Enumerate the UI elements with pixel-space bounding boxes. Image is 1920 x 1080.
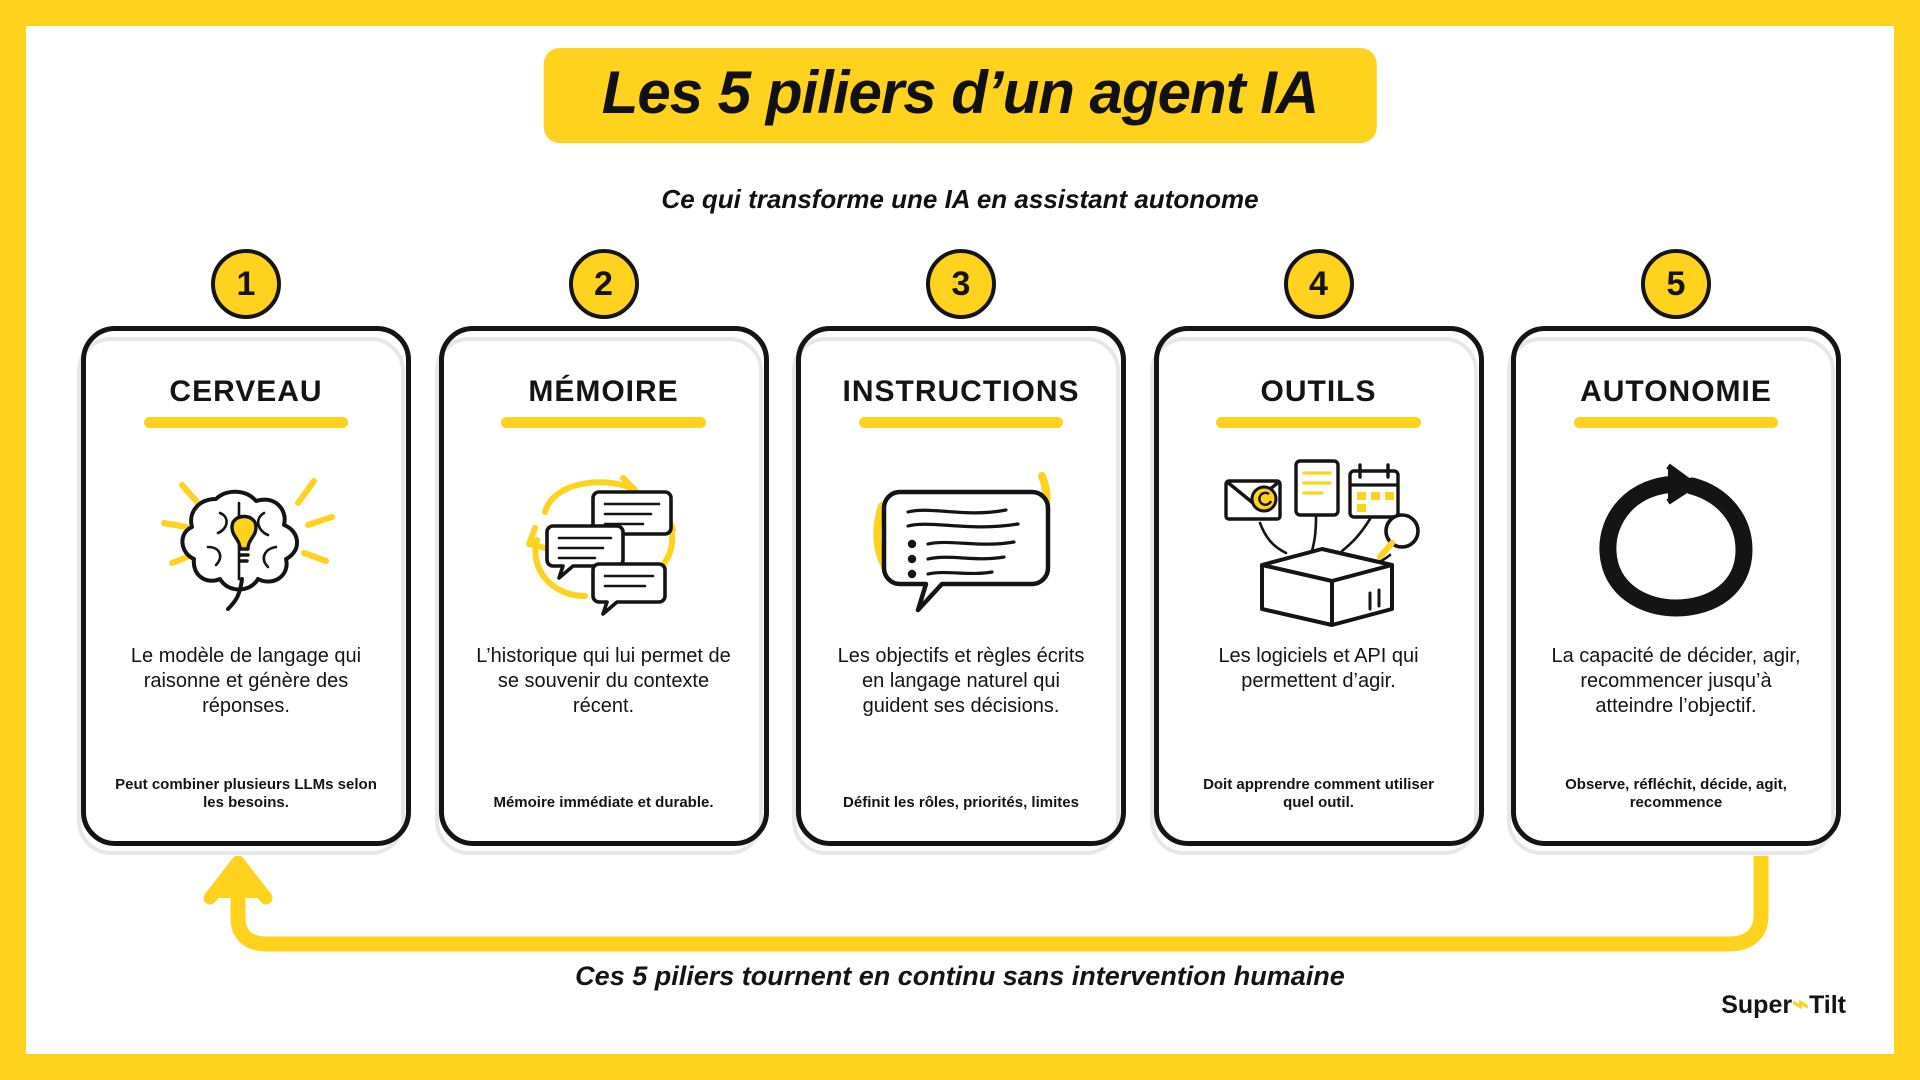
title-underline [501, 417, 705, 428]
toolbox-apps-icon [1177, 438, 1461, 638]
feedback-loop-arrow [176, 856, 1796, 976]
pillar-number-badge: 3 [926, 249, 996, 319]
calendar-icon [1350, 465, 1398, 517]
pillar-title: OUTILS [1260, 375, 1377, 408]
pillar-note: Doit apprendre comment utiliser quel outil. [1203, 775, 1434, 812]
title-underline [1216, 417, 1420, 428]
speech-bubble-lines-icon [819, 438, 1103, 638]
title-underline [144, 417, 348, 428]
pillar-note: Définit les rôles, priorités, limites [843, 794, 1079, 812]
search-icon [1380, 515, 1418, 557]
mail-icon [1226, 481, 1280, 519]
pillar-number-badge: 2 [569, 249, 639, 319]
pillar-description: Les logiciels et API qui permettent d’agir. [1218, 645, 1419, 692]
brain-lightbulb-icon [104, 438, 388, 638]
pillar-card-autonomie[interactable] [1511, 265, 1841, 846]
pillar-title: CERVEAU [169, 375, 323, 408]
page-subtitle: Ce qui transforme une IA en assistant autonome [661, 184, 1259, 214]
pillar-number-badge: 5 [1641, 249, 1711, 319]
brand-name-secondary: Tilt [1808, 991, 1846, 1019]
speech-bubbles-cycle-icon [462, 438, 746, 638]
title-underline [859, 417, 1063, 428]
pillar-note: Peut combiner plusieurs LLMs selon les besoins. [115, 775, 377, 812]
pillar-description: Les objectifs et règles écrits en langage naturel qui guident ses décisions. [837, 645, 1085, 717]
footer-caption: Ces 5 piliers tournent en continu sans intervention humaine [575, 961, 1345, 991]
pillar-description: La capacité de décider, agir, recommencer jusqu’à atteindre l’objectif. [1551, 645, 1801, 717]
title-banner [544, 48, 1377, 143]
pillar-description: Le modèle de langage qui raisonne et génère des réponses. [130, 645, 362, 717]
pillar-note: Mémoire immédiate et durable. [493, 794, 714, 812]
pillar-card-instructions[interactable] [796, 265, 1126, 846]
pillar-title: MÉMOIRE [528, 375, 679, 408]
brand-name-primary: Super [1721, 991, 1793, 1019]
pillar-card-memoire[interactable] [439, 265, 769, 846]
pillar-number-badge: 1 [211, 249, 281, 319]
pillar-number-badge: 4 [1284, 249, 1354, 319]
toolbox-icon [1262, 549, 1392, 625]
page-title: Les 5 piliers d’un agent IA [601, 59, 1319, 126]
pillar-title: INSTRUCTIONS [842, 375, 1080, 408]
pillar-title: AUTONOMIE [1580, 375, 1772, 408]
pillar-note: Observe, réfléchit, décide, agit, recommence [1565, 775, 1787, 812]
pillars-row [81, 265, 1841, 846]
pillar-description: L’historique qui lui permet de se souvenir du contexte récent. [476, 645, 731, 717]
document-icon [1296, 461, 1338, 515]
title-underline [1574, 417, 1778, 428]
brand-logo [1721, 987, 1846, 1020]
brand-mark-icon: ⌁ [1792, 988, 1809, 1019]
pillar-card-outils[interactable] [1154, 265, 1484, 846]
pillar-card-cerveau[interactable] [81, 265, 411, 846]
poster-canvas [26, 26, 1894, 1054]
circular-loop-arrow-icon [1534, 438, 1818, 638]
